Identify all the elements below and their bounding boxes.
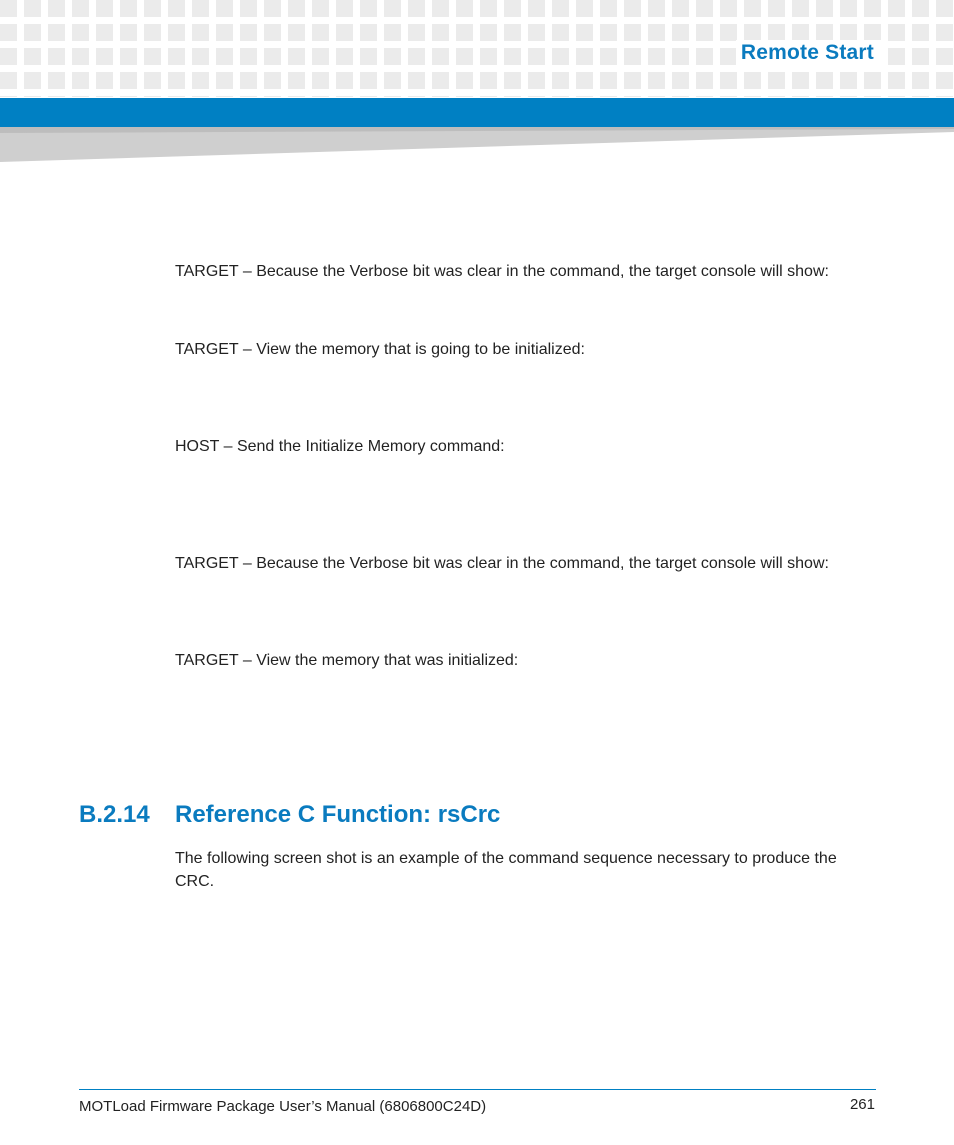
body-line-host-init-memory: HOST – Send the Initialize Memory command: <box>175 438 505 455</box>
footer-manual-title: MOTLoad Firmware Package User’s Manual (6806800C24D) <box>79 1098 487 1115</box>
section-title: Reference C Function: rsCrc <box>175 801 501 828</box>
section-heading <box>79 801 500 829</box>
body-line-target-view-before: TARGET – View the memory that is going to be initialized: <box>175 341 585 358</box>
running-header-title: Remote Start <box>740 41 874 64</box>
body-line-target-verbose-1: TARGET – Because the Verbose bit was clear in the command, the target console will show: <box>175 263 829 280</box>
body-line-target-verbose-2: TARGET – Because the Verbose bit was clear in the command, the target console will show: <box>175 555 829 572</box>
body-line-target-view-after: TARGET – View the memory that was initialized: <box>175 652 519 669</box>
header-gray-swoosh <box>0 127 954 167</box>
header-blue-band <box>0 98 954 127</box>
footer-rule <box>79 1089 876 1090</box>
footer-page-number: 261 <box>849 1096 875 1113</box>
section-number: B.2.14 <box>79 801 150 828</box>
section-paragraph: The following screen shot is an example of the command sequence necessary to produce the CRC. <box>175 850 837 890</box>
